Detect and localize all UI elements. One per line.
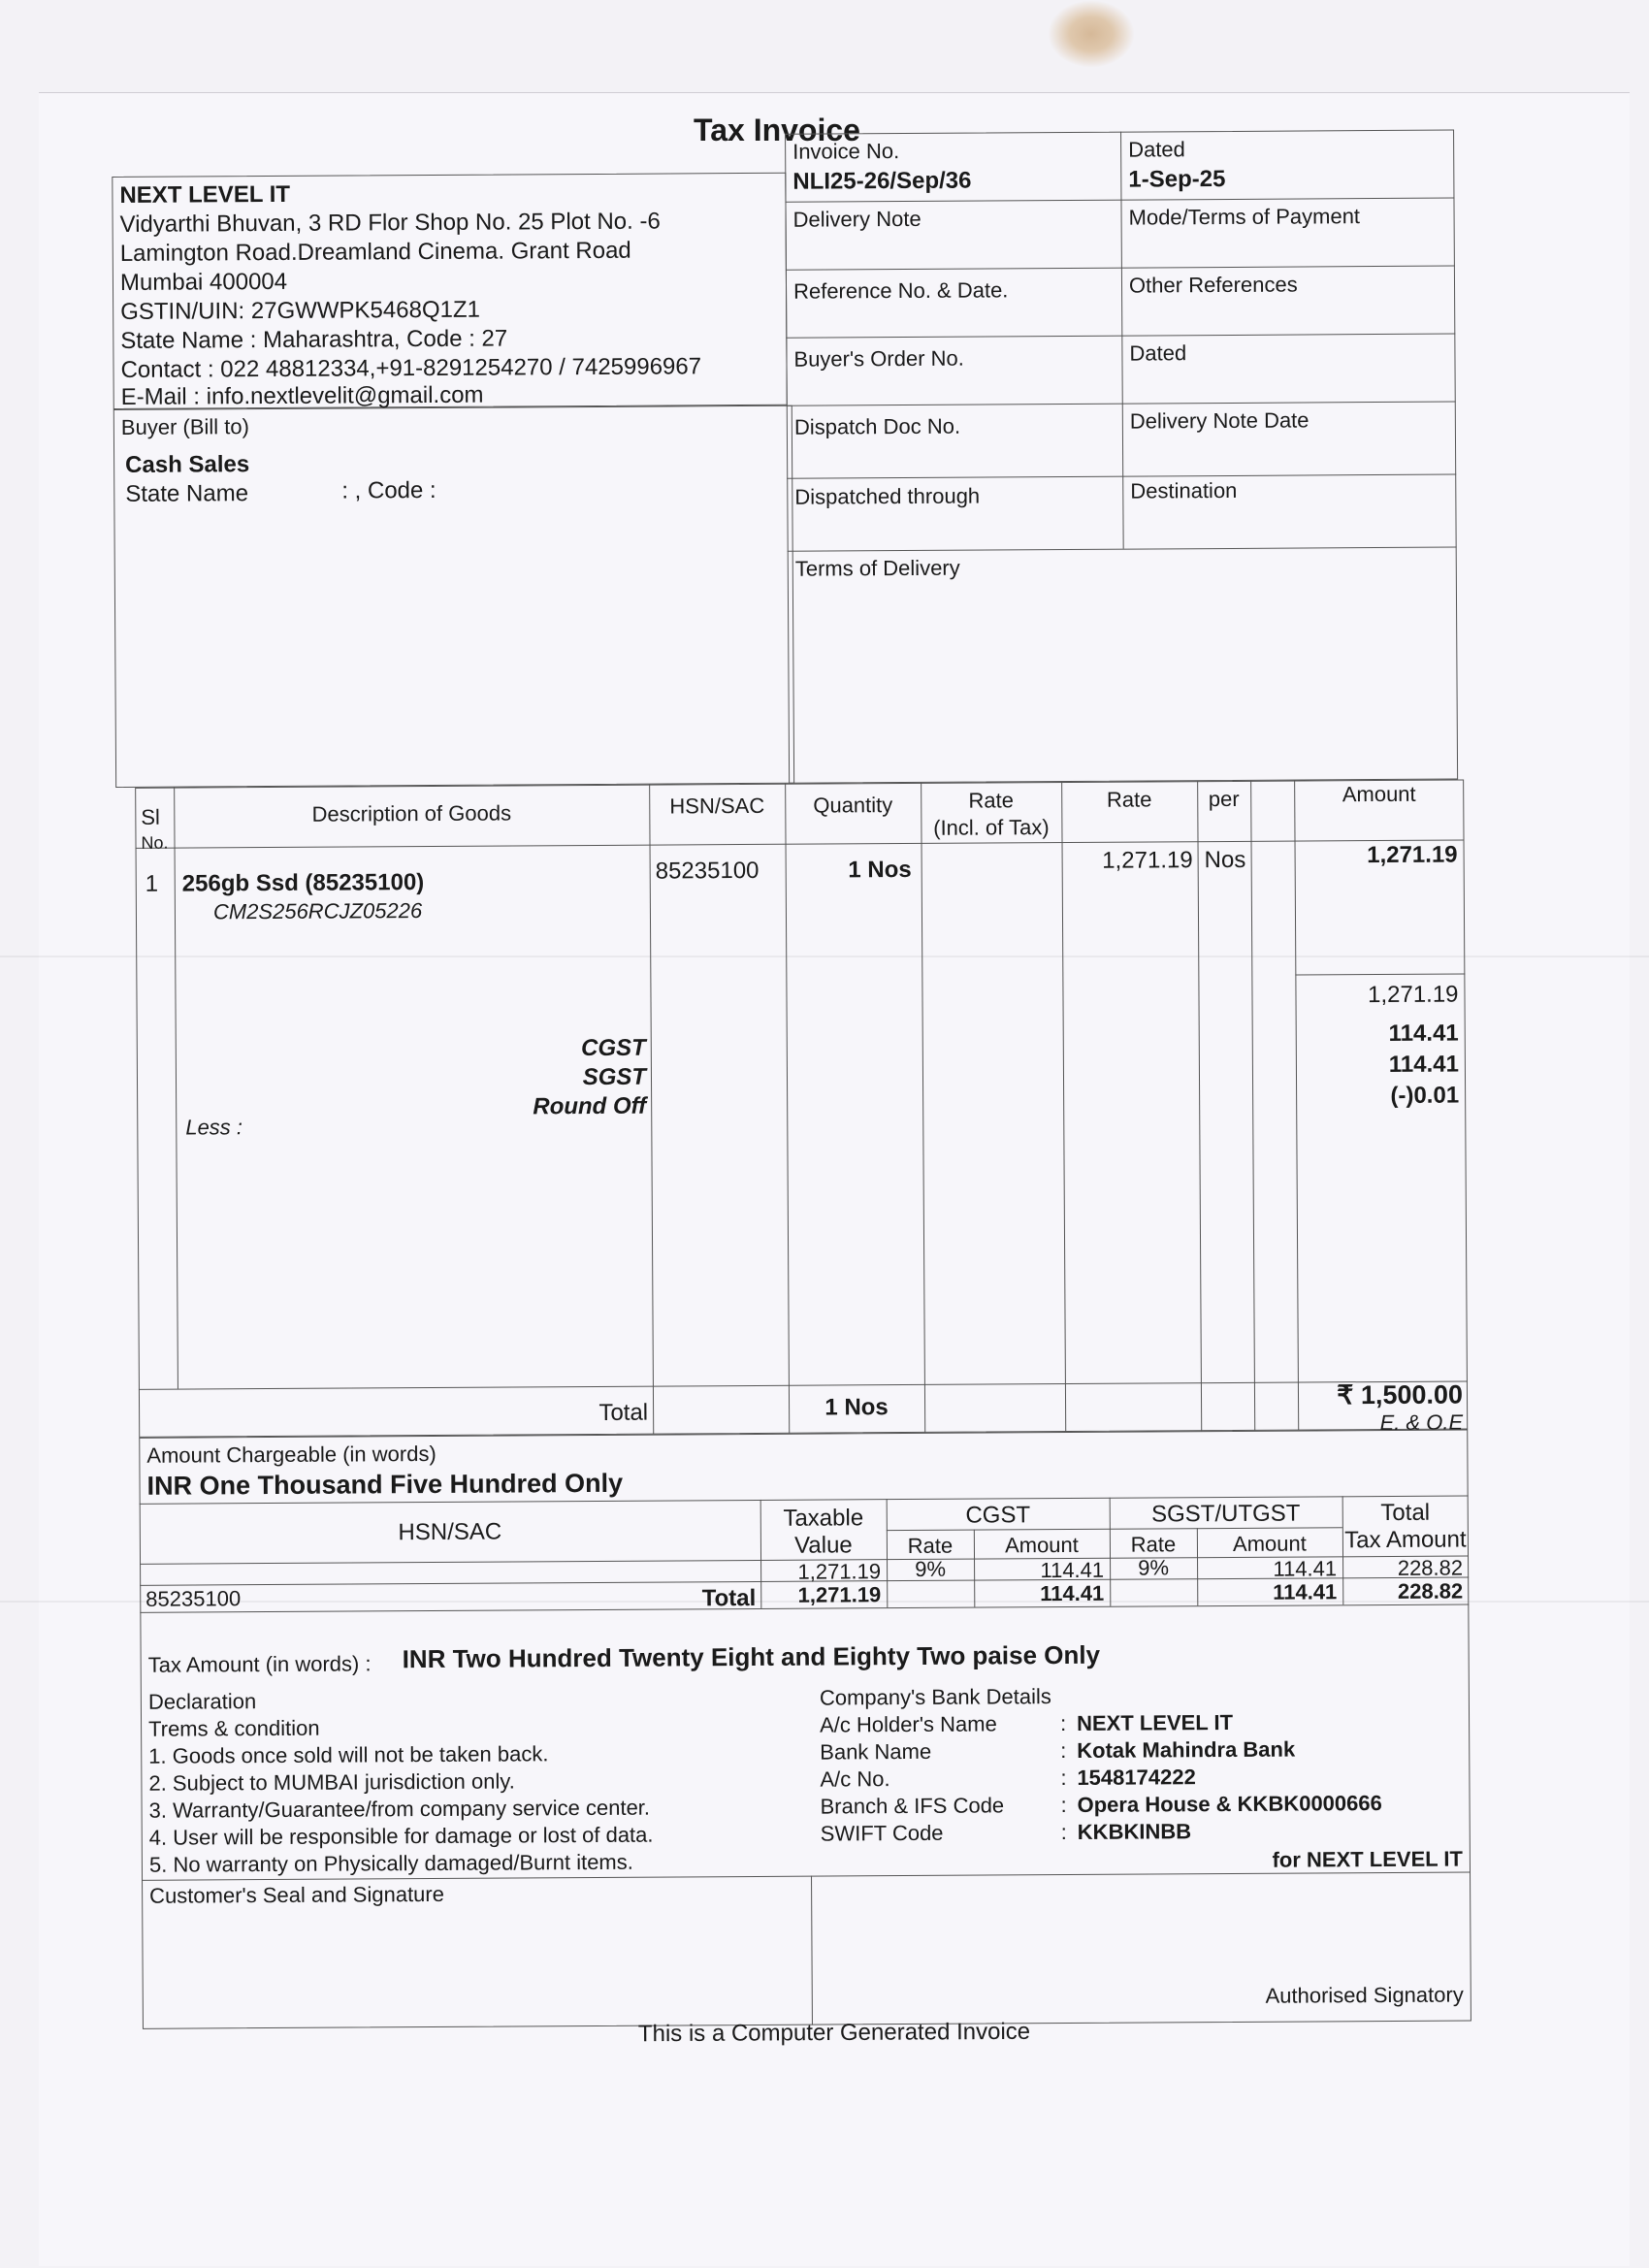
item-description: 256gb Ssd (85235100): [181, 869, 425, 897]
delivery-note-date-label: Delivery Note Date: [1129, 407, 1310, 434]
tax-row-hsn: 85235100: [146, 1586, 242, 1611]
tax-col-cgst-rate: Rate: [907, 1533, 954, 1559]
tax-col-sgst-rate: Rate: [1130, 1532, 1177, 1557]
seller-state: State Name : Maharashtra, Code : 27: [120, 325, 508, 354]
col-amount: Amount: [1342, 781, 1416, 807]
col-description: Description of Goods: [311, 800, 512, 826]
declaration-title: Declaration: [147, 1689, 257, 1714]
for-company-label: for NEXT LEVEL IT: [1272, 1846, 1464, 1872]
item-per: Nos: [1204, 846, 1246, 874]
invoice-frame: NEXT LEVEL IT Vidyarthi Bhuvan, 3 RD Flor Shop No. 25 Plot No. -6 Lamington Road.Dreamland Cinema. Grant Road Mumbai 400004 GSTIN/UIN: 27GWWPK5468Q1Z1 State Name : Maharashtra, Code : 27 Contact : 022 48812334,+91-8291254270 / 7425996967 E-Mail : info.nextlevelit@gmail.com Buyer (Bill to) Cash Sales State Name : , Code : Invoice No. NLI25-26/Sep/36 Dated 1-Sep-25 Delivery Note Mode/Terms of Payment Reference No. & Date. Other References Buyer's Order No. Dated Dispatch Doc No. Delivery Note Date Dispatched through Destination Terms of Delivery Sl No. Description of Goods HSN/SAC Quantity Rate (Incl. of Tax) Rate per Amount 1 256gb Ssd (85235100) CM2S256RCJZ05226 85235100 1 Nos 1,271.19 Nos 1,271.19 1,271.19 CGST SGST Round Off Less : 114.41 114.41 (-)0.01 Total 1 Nos ₹ 1,500.00 E. & O.E Amount Chargeable (in words) INR One Thousand Five Hundred Only HSN/SAC Taxable Value CGST Rate Amount SGST/UTGST Rate Amount Total Tax Amount 85235100 1,271.19 9% 114.41 9% 114.41 228.82 Total 1,271.19 114.41 114.41 228.82 Tax Amount (in words) : INR Two Hundred Twenty Eight and Eighty Two paise Only Declaration Trems & condition 1. Goods once sold will not be taken back. 2. Subject to MUMBAI jurisdiction only. 3. Warranty/Guarantee/from company service center. 4. User will be responsible for damage or lost of data. 5. No warranty on Physically damaged/Burnt items. Company's Bank Details A/c Holder's Name Bank Name A/c No. Branch & IFS Code SWIFT Code : : : : : NEXT LEVEL IT Kotak Mahindra Bank 1548174222 Opera House & KKBK0000666 KKBKINBB Customer's Seal and Signature for NEXT LEVEL IT Authorised Signatory: [112, 120, 1471, 2029]
invoice-date: 1-Sep-25: [1128, 165, 1226, 193]
tax-col-cgst-amount: Amount: [1004, 1532, 1079, 1558]
sgst-label: SGST: [582, 1063, 647, 1091]
item-quantity: 1 Nos: [848, 856, 912, 884]
round-off-label: Round Off: [533, 1092, 647, 1120]
cgst-label: CGST: [581, 1034, 646, 1062]
bank-label: A/c Holder's Name: [819, 1711, 997, 1737]
dispatch-doc-label: Dispatch Doc No.: [793, 413, 961, 439]
bank-label: SWIFT Code: [820, 1820, 944, 1846]
tax-col-hsn: HSN/SAC: [398, 1518, 502, 1546]
amount-words-label: Amount Chargeable (in words): [146, 1441, 436, 1468]
seller-gstin: GSTIN/UIN: 27GWWPK5468Q1Z1: [120, 296, 481, 325]
col-hsn: HSN/SAC: [669, 793, 765, 819]
order-dated-label: Dated: [1129, 340, 1187, 366]
tax-row-cgst-rate: 9%: [915, 1556, 947, 1581]
destination-label: Destination: [1130, 477, 1238, 503]
tax-col-taxable: Taxable: [783, 1505, 864, 1532]
declaration-line: 4. User will be responsible for damage or lost of data.: [148, 1822, 654, 1850]
seller-name: NEXT LEVEL IT: [119, 180, 291, 209]
dated-label: Dated: [1128, 137, 1185, 162]
bank-value: Opera House & KKBK0000666: [1077, 1791, 1382, 1817]
customer-signature-label: Customer's Seal and Signature: [149, 1881, 445, 1908]
eoe-label: E. & O.E: [1379, 1409, 1464, 1436]
tax-total-sgst: 114.41: [1273, 1579, 1338, 1604]
bank-label: Bank Name: [820, 1738, 932, 1765]
tax-total-cgst: 114.41: [1040, 1580, 1105, 1606]
tax-row-total: 228.82: [1397, 1555, 1464, 1580]
seller-address-line: Mumbai 400004: [119, 268, 288, 296]
declaration-line: 1. Goods once sold will not be taken back.: [148, 1741, 549, 1768]
buyer-name: Cash Sales: [125, 451, 250, 478]
bank-title: Company's Bank Details: [819, 1684, 1051, 1710]
footer-note: This is a Computer Generated Invoice: [637, 2018, 1031, 2048]
bank-value: NEXT LEVEL IT: [1076, 1709, 1234, 1735]
item-serial: CM2S256RCJZ05226: [212, 898, 423, 924]
tax-col-sgst-amount: Amount: [1232, 1531, 1307, 1556]
invoice-no-label: Invoice No.: [792, 139, 900, 164]
seller-contact: Contact : 022 48812334,+91-8291254270 / 7425996967: [120, 353, 702, 383]
paper-stain: [1048, 0, 1135, 68]
declaration-subtitle: Trems & condition: [148, 1715, 320, 1741]
item-amount: 1,271.19: [1367, 841, 1458, 869]
col-sl: Sl: [141, 804, 160, 829]
terms-of-delivery-label: Terms of Delivery: [794, 555, 960, 581]
round-off-amount: (-)0.01: [1390, 1082, 1460, 1109]
tax-total-taxable: 1,271.19: [797, 1582, 882, 1607]
authorised-signatory-label: Authorised Signatory: [1265, 1982, 1464, 2008]
col-per: per: [1208, 786, 1240, 812]
bank-label: A/c No.: [820, 1766, 890, 1792]
tax-total-amount: 228.82: [1397, 1578, 1464, 1604]
tax-words-label: Tax Amount (in words) :: [147, 1651, 372, 1677]
cgst-amount: 114.41: [1388, 1020, 1459, 1047]
amount-words-value: INR One Thousand Five Hundred Only: [146, 1468, 624, 1501]
seller-address-line: Lamington Road.Dreamland Cinema. Grant Road: [119, 237, 631, 267]
subtotal: 1,271.19: [1367, 981, 1459, 1009]
tax-col-cgst: CGST: [965, 1502, 1031, 1529]
buyers-order-label: Buyer's Order No.: [793, 345, 964, 372]
tax-row-sgst-rate: 9%: [1138, 1555, 1170, 1580]
sgst-amount: 114.41: [1388, 1051, 1460, 1078]
other-references-label: Other References: [1128, 272, 1298, 298]
item-rate: 1,271.19: [1102, 847, 1193, 874]
total-quantity: 1 Nos: [824, 1394, 889, 1421]
item-sl: 1: [145, 870, 159, 897]
payment-terms-label: Mode/Terms of Payment: [1128, 204, 1361, 230]
col-quantity: Quantity: [813, 793, 893, 818]
col-rate: Rate: [1106, 787, 1152, 812]
tax-col-total: Total: [1380, 1499, 1431, 1527]
declaration-line: 2. Subject to MUMBAI jurisdiction only.: [148, 1768, 515, 1796]
total-label: Total: [598, 1399, 649, 1426]
bank-value: KKBKINBB: [1077, 1819, 1192, 1844]
declaration-line: 5. No warranty on Physically damaged/Burnt items.: [148, 1849, 633, 1877]
bank-value: Kotak Mahindra Bank: [1077, 1736, 1296, 1763]
bank-value: 1548174222: [1077, 1765, 1196, 1790]
seller-address-line: Vidyarthi Bhuvan, 3 RD Flor Shop No. 25 Plot No. -6: [119, 208, 661, 238]
tax-col-sgst: SGST/UTGST: [1150, 1500, 1301, 1528]
buyer-state-label: State Name: [125, 480, 249, 507]
total-amount: ₹ 1,500.00: [1337, 1379, 1464, 1410]
buyer-label: Buyer (Bill to): [120, 414, 250, 439]
dispatched-through-label: Dispatched through: [794, 483, 981, 509]
delivery-note-label: Delivery Note: [792, 206, 922, 232]
tax-col-total-sub: Tax Amount: [1344, 1526, 1467, 1554]
declaration-line: 3. Warranty/Guarantee/from company service center.: [148, 1795, 651, 1823]
col-rate-incl: Rate: [968, 788, 1015, 813]
less-label: Less :: [185, 1115, 243, 1140]
col-rate-incl-sub: (Incl. of Tax): [933, 815, 1050, 840]
tax-row-taxable: 1,271.19: [797, 1559, 882, 1584]
col-no: No.: [141, 832, 169, 853]
page-title: Tax Invoice: [694, 113, 860, 147]
bank-label: Branch & IFS Code: [820, 1793, 1005, 1819]
tax-words-value: INR Two Hundred Twenty Eight and Eighty Two paise Only: [402, 1639, 1101, 1674]
buyer-state-value: : , Code :: [341, 476, 436, 504]
item-hsn: 85235100: [655, 857, 760, 885]
invoice-no: NLI25-26/Sep/36: [792, 167, 972, 195]
reference-label: Reference No. & Date.: [792, 277, 1009, 304]
tax-row-sgst-amount: 114.41: [1273, 1556, 1338, 1581]
tax-row-cgst-amount: 114.41: [1040, 1557, 1105, 1583]
tax-total-label: Total: [701, 1584, 757, 1612]
seller-email: E-Mail : info.nextlevelit@gmail.com: [120, 381, 484, 410]
tax-col-taxable-sub: Value: [794, 1532, 853, 1559]
